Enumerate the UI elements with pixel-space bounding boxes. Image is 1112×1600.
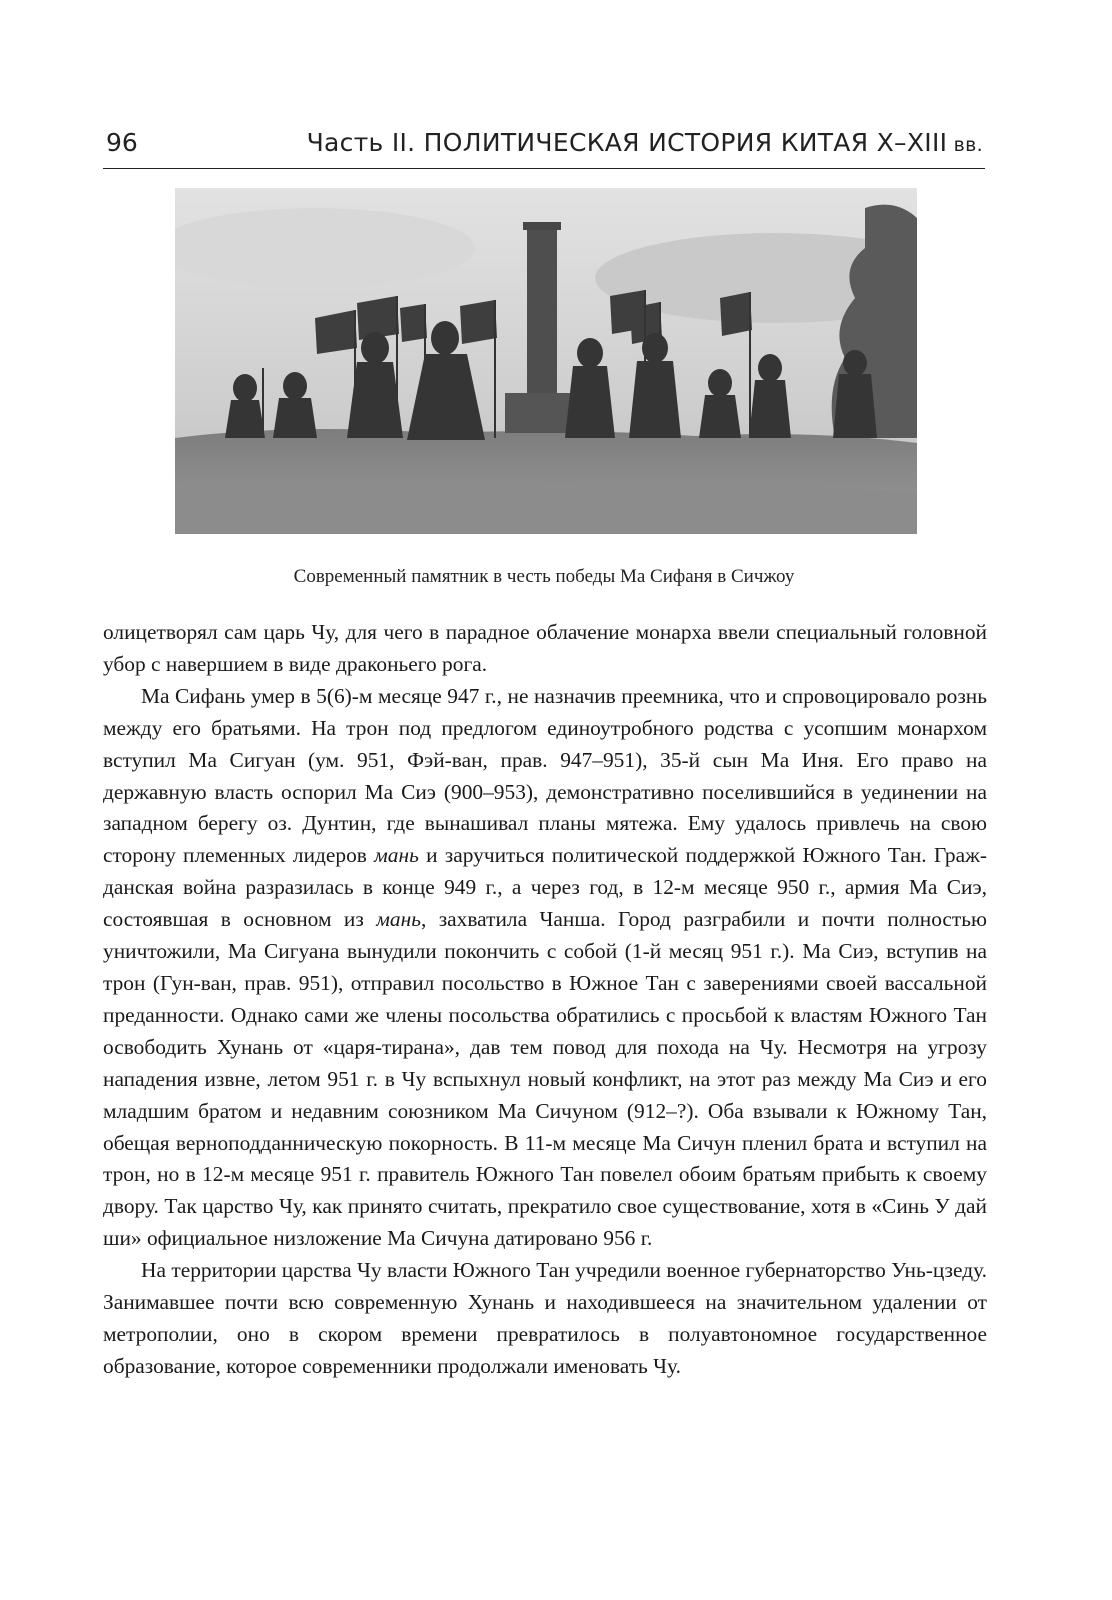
running-head-main: Часть II. ПОЛИТИЧЕСКАЯ ИСТОРИЯ КИТАЯ X–XIII — [306, 128, 948, 157]
running-head — [307, 128, 983, 160]
paragraph-3: На территории царства Чу власти Южного Тан учредили военное губернаторство Унь-цзеду. Занимавшее почти всю современную Хунань и находившееся на значительном удалении от метрополии, оно в скором времени превратилось в полуавтономное государственное образование, которое современники продолжали именовать Чу. — [103, 1258, 987, 1378]
italic-term-man-1: мань — [374, 843, 419, 868]
figure-caption: Современный памятник в честь победы Ма Сифаня в Сичжоу — [293, 566, 795, 587]
paragraph-2-part-a: Ма Сифань умер в 5(6)-м месяце 947 г., не назначив преемника, что и спровоцировало рознь между его братьями. На трон под предлогом единоутробного родства с усопшим монархом вступил Ма Сигуан (ум. 951, Фэй-ван, прав. 947–951), 35-й сын Ма Иня. Его право на державную власть оспорил Ма Сиэ (900–953), демонстративно поселившийся в уединении на западном берегу оз. Дунтин, где вынашивал планы мятежа. Ему удалось привлечь на свою сторону племенных лидеров — [103, 683, 987, 868]
italic-term-man-2: мань — [376, 907, 421, 932]
paragraph-1: олицетворял сам царь Чу, для чего в парадное облачение монарха ввели специальный головной убор с навершием в виде драконьего рога. — [103, 620, 987, 676]
page-header — [103, 128, 985, 169]
page-number: 96 — [106, 128, 138, 157]
monument-photo — [175, 188, 917, 534]
body-text — [103, 617, 987, 1383]
paragraph-2-part-c: , захватила Чанша. Город разграбили и почти полностью уничтожили, Ма Сигуана вынудили покончить с собой (1-й месяц 951 г.). Ма Сиэ, вступив на трон (Гун-ван, прав. 951), отправил посольство в Южное Тан с заверениями своей вассальной преданности. Однако сами же члены посольства обратились с просьбой к властям Южного Тан освободить Хунань от «царя-тирана», дав тем повод для похода на Чу. Несмотря на угрозу нападения извне, летом 951 г. в Чу вспыхнул новый конфликт, на этот раз между Ма Сиэ и его младшим братом и недавним союзником Ма Сичуном (912–?). Оба взывали к Южному Тан, обещая верноподданническую покорность. В 11-м месяце Ма Сичун пленил брата и вступил на трон, но в 12-м месяце 951 г. правитель Южного Тан повелел обоим братьям прибыть к своему двору. Так царство Чу, как принято считать, прекратило свое существование, хотя в «Синь У дай ши» официальное низложение Ма Сичуна датировано 956 г. — [103, 907, 988, 1251]
monument-photo-image — [175, 188, 917, 534]
running-head-suffix: вв. — [947, 134, 983, 156]
paragraph-2 — [103, 681, 987, 1255]
paragraph-2-part-b: и заручиться политической поддержкой Южного Тан. Гражданская война разразилась в конце 949 г., а через год, в 12-м месяце 950 г., армия Ма Сиэ, состоявшая в основном из — [103, 843, 987, 932]
